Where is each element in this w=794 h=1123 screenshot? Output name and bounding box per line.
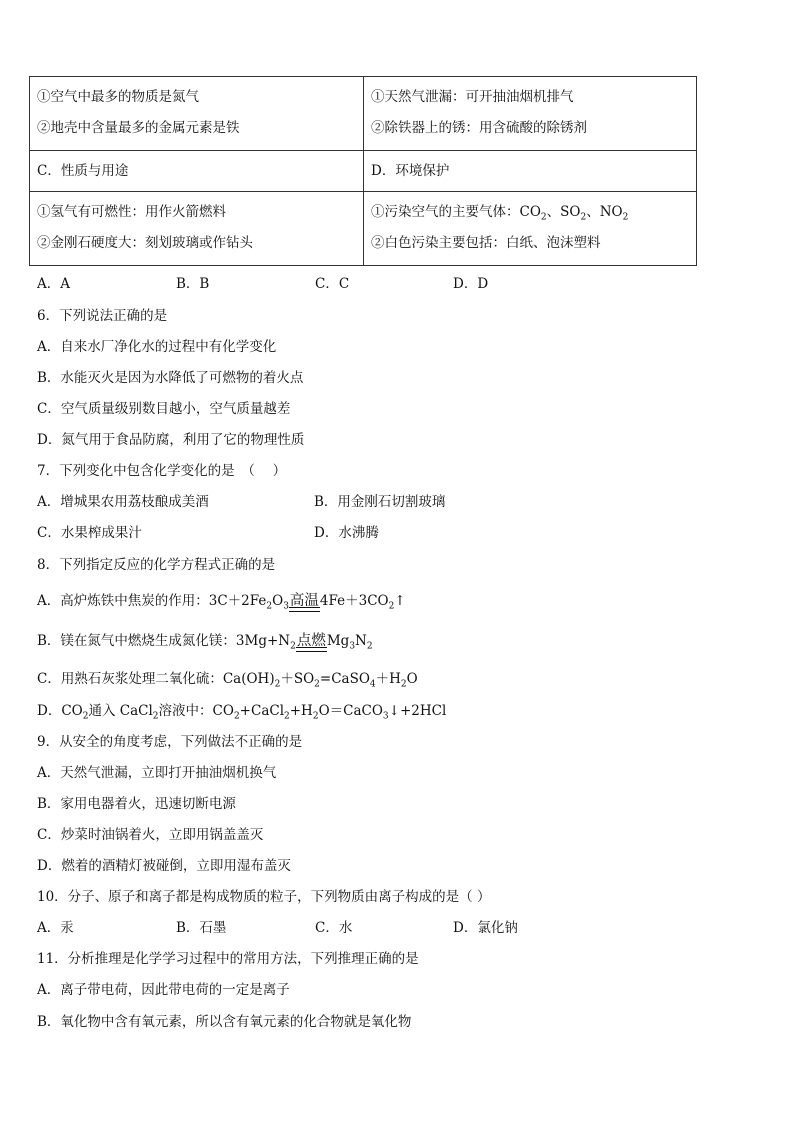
- q6-option-a: A．自来水厂净化水的过程中有化学变化: [37, 339, 277, 355]
- table-header-c: C．性质与用途: [30, 151, 364, 192]
- table-cell-a-content: [30, 77, 364, 151]
- table-row: [30, 192, 697, 266]
- q8-option-d: D．$CO_2$通入 CaCl$_2$溶液中：$CO_2+CaCl_2+H_2O=CaCO_3↓+2HCl$: [37, 703, 447, 722]
- knowledge-table: [29, 76, 697, 266]
- cell-line: ②金刚石硬度大：刻划玻璃或作钻头: [37, 235, 253, 251]
- q8-option-c: C．用熟石灰浆处理二氧化硫：$Ca(OH)_2+SO_2=CaSO_4+H_2O$: [37, 671, 418, 690]
- q10-options: [37, 916, 518, 936]
- cell-line: ②地壳中含量最多的金属元素是铁: [37, 120, 240, 136]
- q9-option-d: D．燃着的酒精灯被碰倒，立即用湿布盖灭: [37, 858, 291, 874]
- option-a: A．汞: [37, 920, 74, 936]
- table-row: [30, 151, 697, 192]
- q11-option-a: A．离子带电荷，因此带电荷的一定是离子: [37, 982, 290, 998]
- cell-line: ①氢气有可燃性：用作火箭燃料: [37, 204, 226, 220]
- option-d: D．氯化钠: [453, 920, 518, 936]
- q9-option-b: B．家用电器着火，迅速切断电源: [37, 796, 236, 812]
- option-a: A．增城果农用荔枝酿成美酒: [37, 494, 209, 510]
- q7-stem: 7．下列变化中包含化学变化的是 （ ）: [37, 463, 287, 479]
- option-c: C．水: [315, 920, 353, 936]
- q6-option-b: B．水能灭火是因为水降低了可燃物的着火点: [37, 370, 304, 386]
- table-cell-b-content: [364, 77, 697, 151]
- q7-options-row1: [37, 490, 445, 510]
- q11-option-b: B．氧化物中含有氧元素，所以含有氧元素的化合物就是氧化物: [37, 1014, 412, 1030]
- q10-stem: 10．分子、原子和离子都是构成物质的粒子，下列物质由离子构成的是（ ）: [37, 889, 491, 905]
- q6-option-d: D．氮气用于食品防腐，利用了它的物理性质: [37, 432, 305, 448]
- option-b: B．B: [176, 276, 210, 292]
- table-cell-d-content: [364, 192, 697, 266]
- cell-line: ①空气中最多的物质是氮气: [37, 89, 199, 105]
- reaction-condition: 点燃: [296, 629, 327, 650]
- q9-option-c: C．炒菜时油锅着火，立即用锅盖盖灭: [37, 827, 264, 843]
- table-row: [30, 77, 697, 151]
- option-d: D．D: [453, 276, 489, 292]
- q6-stem: 6．下列说法正确的是: [37, 308, 168, 324]
- q8-option-a: A．高炉炼铁中焦炭的作用：$3C+2Fe_2O_3$高温$4Fe+3CO_2↑$: [37, 589, 406, 612]
- q11-stem: 11．分析推理是化学学习过程中的常用方法，下列推理正确的是: [37, 951, 419, 967]
- q5-options: [37, 272, 488, 292]
- table-header-d: D．环境保护: [364, 151, 697, 192]
- option-a: A．A: [37, 276, 70, 292]
- q6-option-c: C．空气质量级别数目越小，空气质量越差: [37, 401, 291, 417]
- cell-line: ②除铁器上的锈：用含硫酸的除锈剂: [371, 120, 587, 136]
- option-d: D．水沸腾: [314, 525, 379, 541]
- q8-stem: 8．下列指定反应的化学方程式正确的是: [37, 557, 276, 573]
- table-cell-c-content: [30, 192, 364, 266]
- option-c: C．C: [315, 276, 350, 292]
- q9-option-a: A．天然气泄漏，立即打开抽油烟机换气: [37, 765, 277, 781]
- cell-line: ①污染空气的主要气体：$CO_2$、$SO_2$、$NO_2$: [371, 204, 629, 223]
- option-b: B．用金刚石切割玻璃: [314, 494, 446, 510]
- cell-line: ①天然气泄漏：可开抽油烟机排气: [371, 89, 574, 105]
- reaction-condition: 高温: [289, 589, 320, 610]
- option-b: B．石墨: [176, 920, 227, 936]
- cell-line: ②白色污染主要包括：白纸、泡沫塑料: [371, 235, 601, 251]
- q7-options-row2: [37, 521, 379, 541]
- option-c: C．水果榨成果汁: [37, 525, 142, 541]
- q9-stem: 9．从安全的角度考虑，下列做法不正确的是: [37, 734, 303, 750]
- q8-option-b: B．镁在氮气中燃烧生成氮化镁：$3Mg+N_2$点燃$Mg_3N_2$: [37, 629, 373, 652]
